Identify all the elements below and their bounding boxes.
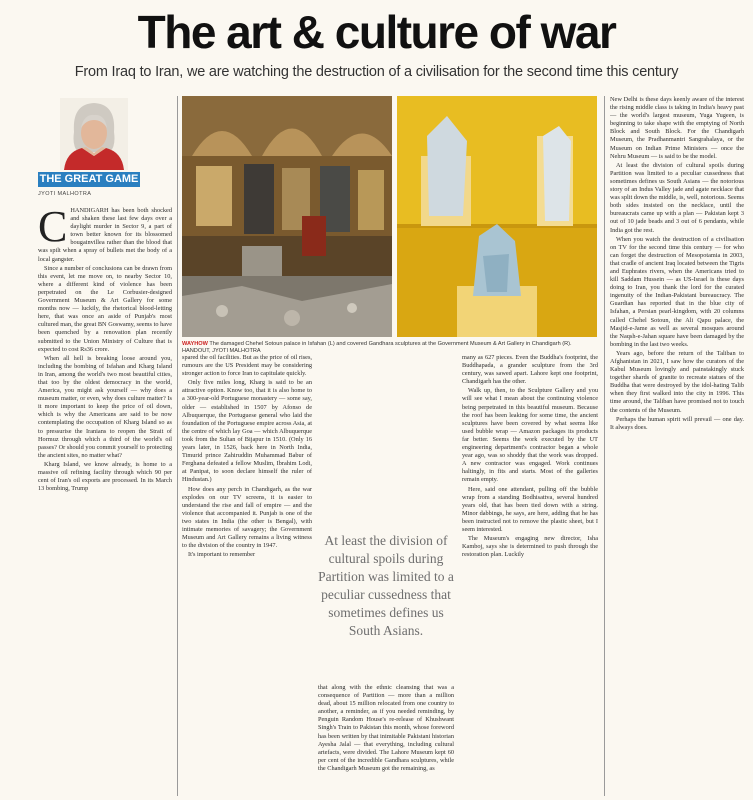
article-column-4 bbox=[462, 354, 598, 799]
article-column-5 bbox=[610, 96, 744, 799]
paragraph: Walk up, then, to the Sculpture Gallery and you will see what I mean about the continuing violence being perpetrated in this beautiful museum. Because the roof has been leaking for some time, the ancient sculptures have been covered by what seems like used bubble wrap — Amazon packages its products far better. Seems the work executed by the UT engineering department's contractor began a whole year ago, was so shoddy that the work was dropped. A new contractor was engaged. Work continues haltingly, in fits and starts. Most of the galleries remain empty. bbox=[462, 387, 598, 484]
paragraph: At least the division of cultural spoils during Partition was limited to a peculiar cussedness that sometimes defines us South Asians — the notorious story of an Indus Valley jade and agate necklace that was split down the middle, is, well, notorious. Seems both sides insisted on the necklace, until the bureaucrats came up with a plan — Pakistan kept 3 out of 10 jade beads and 3 out of 6 pendants, while India got the rest. bbox=[610, 161, 744, 234]
paragraph: many as 627 pieces. Even the Buddha's footprint, the Buddhapada, a grander sculpture from the 3rd century, was sawed apart. Lahore kept one footprint, Chandigarh has the other. bbox=[462, 354, 598, 386]
palace-photo bbox=[182, 96, 392, 337]
paragraph: The Museum's engaging new director, Isha Kamboj, says she is determined to push through the restoration plan. Luckily bbox=[462, 535, 598, 559]
caption-tag: WAYHOW bbox=[182, 341, 208, 347]
drop-cap: C bbox=[38, 207, 68, 251]
paragraph: HANDIGARH has been both shocked and shaken these last few days over a daylight murder in Sector 9, a part of town better known for its blossomed bougainvillea rather than the blood that was spilt when a spray of bullets met the body of a local gangster. bbox=[38, 207, 172, 263]
paragraph: Since a number of conclusions can be drawn from this event, let me move on, to nearby Sector 10, where a different kind of violence has been perpetrated on the Le Corbusier-designed Government Museum & Art Gallery for some months now — luckily, the rhetorical blood-letting here, that was once an aside of Punjab's most cultured man, the great BN Goswamy, seems to have been quenched by a renovation plan recently submitted to the Union Ministry of Culture that is expected to cost Rs36 crore. bbox=[38, 264, 172, 353]
article-column-1 bbox=[38, 207, 172, 799]
paragraph: Years ago, before the return of the Taliban to Afghanistan in 2021, I saw how the curators of the Kabul Museum lovingly and painstakingly stuck together shards of granite to recreate statues of the Buddha that were destroyed by the idol-hating Talib when they first walked into the city in 1996. This time around, the Taliban have promised not to touch the contents of the Museum. bbox=[610, 349, 744, 414]
caption-text: The damaged Chehel Sotoun palace in Isfahan (L) and covered Gandhara sculptures at the Government Museum & Art Gallery in Chandigarh (R). HANDOUT, JYOTI MALHOTRA bbox=[182, 341, 572, 354]
paragraph: spared the oil facilities. But as the price of oil rises, rumours are the US President may be considering stronger action to force Iran to capitulate quickly. bbox=[182, 354, 312, 378]
paragraph: New Delhi is these days keenly aware of the interest the rising middle class is taking in India's heavy past — the world's largest museum, Yuga Yugeen, is beginning to take shape with the emptying of North Block and South Block. For the Chandigarh Museum, the Pradhanmantri Sangrahalaya, or the Museum on Indian Prime Ministers — once the Nehru Museum — is said to be the model. bbox=[610, 96, 744, 160]
paragraph: It's important to remember bbox=[188, 551, 256, 559]
article-column-2 bbox=[182, 354, 312, 799]
paragraph: Here, said one attendant, pulling off the bubble wrap from a standing Bodhisattva, several hundred years old, that has been tied down with a string. Minor dabbings, he says, are here, adding that he has been instructed not to remove the plastic sheet, but I seem interested. bbox=[462, 485, 598, 533]
byline: JYOTI MALHOTRA bbox=[38, 191, 92, 197]
sculptures-photo bbox=[397, 96, 597, 337]
paragraph: When all hell is breaking loose around you, including the bombing of Isfahan and Kharg Island in Iran, among the world's two most beautiful cities, that too by the oldest democracy in the world, America, you might ask yourself — why does a museum matter, or even, why does culture matter? Is it more important to keep the price of oil down, which is why the Americans are said to be now contemplating the occupation of Kharg Island so as to pressurise the Iranians to reopen the Strait of Hormuz through which a third of the world's oil passes? Or should you commit yourself to protecting the ancient sites, no matter what? bbox=[38, 354, 172, 459]
column-divider bbox=[604, 96, 605, 796]
pull-quote: At least the division of cultural spoils during Partition was limited to a peculiar cussedness that sometimes defines us South Asians. bbox=[318, 533, 454, 638]
paragraph: How does any perch in Chandigarh, as the war explodes on our TV screens, it is easier to understand the rise and fall of empire — and the violence that accompanied it. Punjab is one of the two states in India (the other is Bengal), with intimate memories of savagery; the Government Museum and Art Gallery remains a living witness to the division of the country in 1947. bbox=[182, 485, 312, 550]
paragraph: Perhaps the human spirit will prevail — one day. It always does. bbox=[610, 415, 744, 431]
paragraph: that along with the ethnic cleansing that was a consequence of Partition — more than a million dead, about 15 million relocated from one country to another, a reminder, as if you needed reminding, by Penguin Random House's re-release of Khushwant Singh's Train to Pakistan this month, whose foreword has been written by that inimitable Pakistani historian Ayesha Jalal — that everything, including cultural artefacts, were divided. The Lahore Museum kept 60 per cent of the incredible Gandhara sculptures, while the Chandigarh Museum got the remaining, as bbox=[318, 684, 454, 772]
column-divider bbox=[177, 96, 178, 796]
paragraph: Kharg Island, we know already, is home to a massive oil refining facility through which 90 per cent of Iran's oil exports are processed. In its March 13 bombing, Trump bbox=[38, 460, 172, 493]
paragraph: Only five miles long, Kharg is said to be an attractive option. Know too, that it is also home to a 300-year-old Portuguese monastery — some say, older — established in 1507 by Afonso de Albuquerque, the Portuguese general who laid the foundation of the Portuguese empire across Asia, at the centre of which lay Goa — which Albuquerque took from the Sultan of Bijapur in 1510. (Only 16 years later, in 1526, back here in North India, Timurid prince Zahiruddin Muhammad Babur of Ferghana defeated a fellow Muslim, Ibrahim Lodi, at Panipat, to soon declare himself the ruler of Hindustan.) bbox=[182, 379, 312, 484]
photo-caption bbox=[182, 341, 598, 355]
article-column-3 bbox=[318, 684, 454, 799]
author-photo bbox=[60, 98, 128, 170]
headline: The art & culture of war bbox=[137, 6, 616, 58]
column-badge: THE GREAT GAME bbox=[39, 173, 139, 185]
deck: From Iraq to Iran, we are watching the destruction of a civilisation for the second time this century bbox=[74, 64, 679, 80]
paragraph: When you watch the destruction of a civilisation on TV for the second time this century — for who can forget the destruction of Mesopotamia in 2003, that cradle of ancient Iraq located between the Tigris and Euphrates rivers, when the Americans tried to kill Saddam Hussein — as US-Israel is these days doing to Iran, you thank the lord for the curated ingenuity of the Indian-Pakistani bureaucracy. The Guardian has reported that in the blue city of Isfahan, a Persian pearl-kingdom, with 20 columns called Chehel Sotoun, the Ali Qapu palace, the Masjid-e-Jame as well as several mosques around the Naqsh-e-Jahan square have been damaged by the bombing in the last two weeks. bbox=[610, 235, 744, 348]
